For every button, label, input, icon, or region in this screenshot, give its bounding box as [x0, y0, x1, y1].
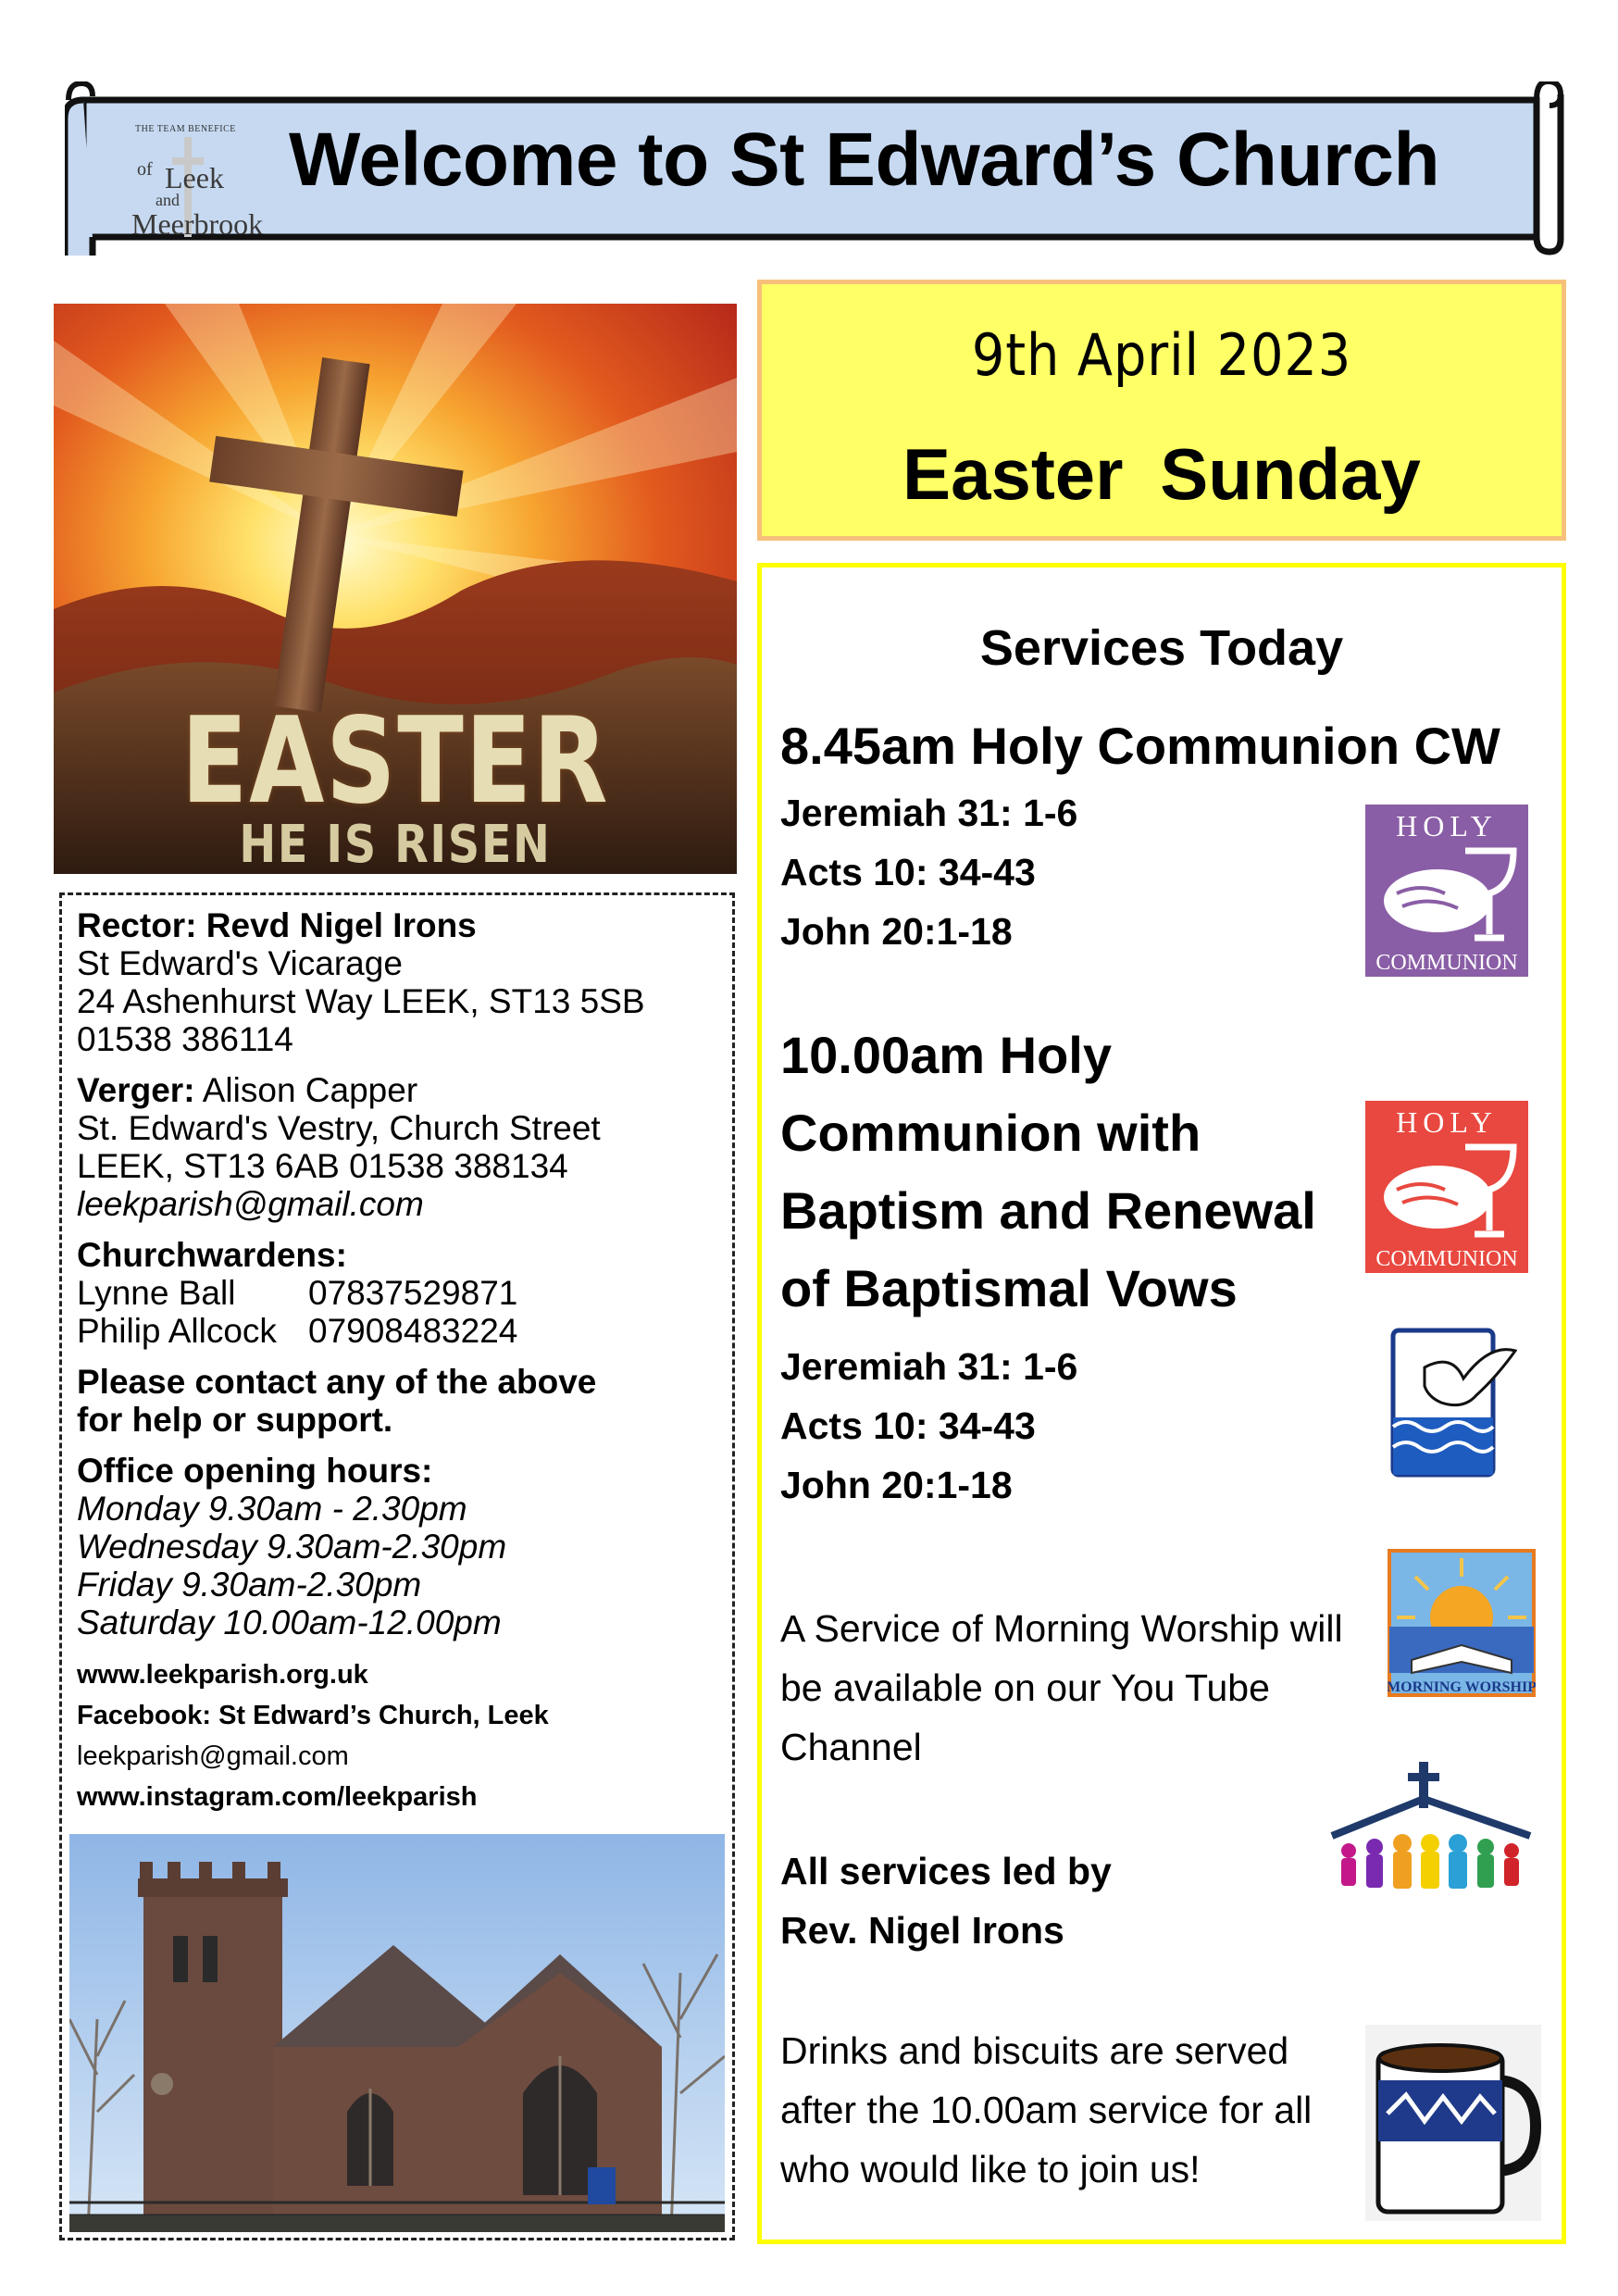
easter-image-word: EASTER: [180, 693, 610, 830]
easter-he-is-risen-image: [54, 304, 737, 874]
services-box: [757, 563, 1566, 2244]
service-2-reading: Jeremiah 31: 1-6: [780, 1345, 1078, 1388]
churchwarden-phone: 07837529871: [308, 1274, 518, 1312]
service-1-reading: John 20:1-18: [780, 910, 1013, 953]
holy-communion-top-text: HOLY: [1396, 1105, 1498, 1139]
email-link[interactable]: leekparish@gmail.com: [77, 1741, 349, 1771]
churchwarden-name: Philip Allcock: [77, 1312, 277, 1350]
church-community-icon: [1328, 1762, 1534, 1901]
church-building-photo: [69, 1834, 725, 2232]
service-2-title-line: of Baptismal Vows: [780, 1259, 1238, 1317]
service-1-reading: Acts 10: 34-43: [780, 851, 1036, 893]
holy-communion-bottom-text: COMMUNION: [1375, 951, 1518, 975]
church-building-illustration: [69, 1834, 725, 2232]
service-2-title-line: Communion with: [780, 1104, 1201, 1162]
verger-label: Verger:: [77, 1071, 195, 1109]
office-hours-item: Saturday 10.00am-12.00pm: [77, 1603, 502, 1641]
office-hours-item: Monday 9.30am - 2.30pm: [77, 1490, 467, 1528]
morning-worship-icon: [1388, 1549, 1536, 1697]
verger-email[interactable]: leekparish@gmail.com: [77, 1185, 424, 1223]
logo-meerbrook-text: Meerbrook: [131, 207, 264, 241]
churchwarden-phone: 07908483224: [308, 1312, 518, 1350]
logo-of-text: of: [137, 159, 153, 180]
contact-note-line-2: for help or support.: [77, 1401, 393, 1439]
mug-icon: [1365, 2025, 1541, 2221]
verger-name: Alison Capper: [194, 1071, 418, 1109]
service-1-reading: Jeremiah 31: 1-6: [780, 792, 1078, 834]
header-banner: [65, 81, 1564, 256]
contact-note-line-1: Please contact any of the above: [77, 1363, 597, 1401]
logo-leek-text: Leek: [165, 161, 224, 194]
website-link[interactable]: www.leekparish.org.uk: [77, 1660, 368, 1690]
page-title: Welcome to St Edward’s Church: [289, 118, 1440, 202]
contact-details-box: [59, 892, 735, 2240]
verger-address-line-1: St. Edward's Vestry, Church Street: [77, 1109, 601, 1147]
holy-communion-bottom-text: COMMUNION: [1375, 1247, 1518, 1271]
verger-address-line-2: LEEK, ST13 6AB 01538 388134: [77, 1147, 568, 1185]
service-2-reading: Acts 10: 34-43: [780, 1404, 1036, 1447]
morning-worship-label: MORNING WORSHIP: [1388, 1679, 1536, 1695]
team-benefice-logo: [117, 104, 276, 241]
service-2-reading: John 20:1-18: [780, 1464, 1013, 1506]
led-by-line-2: Rev. Nigel Irons: [780, 1909, 1064, 1952]
baptism-dove-icon: [1388, 1325, 1517, 1480]
rector-label: Rector: Revd Nigel Irons: [77, 906, 477, 944]
rector-address-line-2: 24 Ashenhurst Way LEEK, ST13 5SB: [77, 982, 645, 1020]
services-heading: Services Today: [979, 620, 1344, 676]
service-1-title: 8.45am Holy Communion CW: [780, 717, 1500, 775]
churchwarden-name: Lynne Ball: [77, 1274, 236, 1312]
churchwarden-row: [77, 1312, 716, 1350]
office-hours-item: Friday 9.30am-2.30pm: [77, 1566, 422, 1603]
holy-communion-icon: [1365, 1101, 1528, 1273]
service-2-title-line: 10.00am Holy: [780, 1026, 1112, 1084]
date-box: [757, 280, 1566, 541]
verger-line: [77, 1071, 716, 1109]
churchwarden-row: [77, 1274, 716, 1312]
led-by-line-1: All services led by: [780, 1850, 1112, 1892]
rector-phone: 01538 386114: [77, 1020, 293, 1058]
rector-address-line-1: St Edward's Vicarage: [77, 944, 403, 982]
office-hours-item: Wednesday 9.30am-2.30pm: [77, 1528, 507, 1566]
office-hours-label: Office opening hours:: [77, 1452, 433, 1490]
service-2-title-line: Baptism and Renewal: [780, 1181, 1316, 1240]
occasion-title: Easter Sunday: [902, 433, 1421, 515]
easter-image-subtitle: HE IS RISEN: [239, 815, 552, 874]
logo-and-text: and: [156, 191, 180, 209]
holy-communion-top-text: HOLY: [1396, 809, 1498, 842]
morning-worship-note: A Service of Morning Worship will be available on our You Tube Channel: [780, 1607, 1343, 1768]
instagram-link[interactable]: www.instagram.com/leekparish: [77, 1782, 478, 1812]
contact-text: [77, 906, 716, 1817]
service-date: 9th April 2023: [971, 321, 1352, 389]
facebook-link[interactable]: Facebook: St Edward’s Church, Leek: [77, 1701, 549, 1730]
churchwardens-label: Churchwardens:: [77, 1236, 347, 1274]
logo-top-text: THE TEAM BENEFICE: [135, 124, 236, 134]
holy-communion-icon: [1365, 805, 1528, 977]
refreshments-note: Drinks and biscuits are served after the 10.00am service for all who would like to join us!: [780, 2029, 1313, 2190]
